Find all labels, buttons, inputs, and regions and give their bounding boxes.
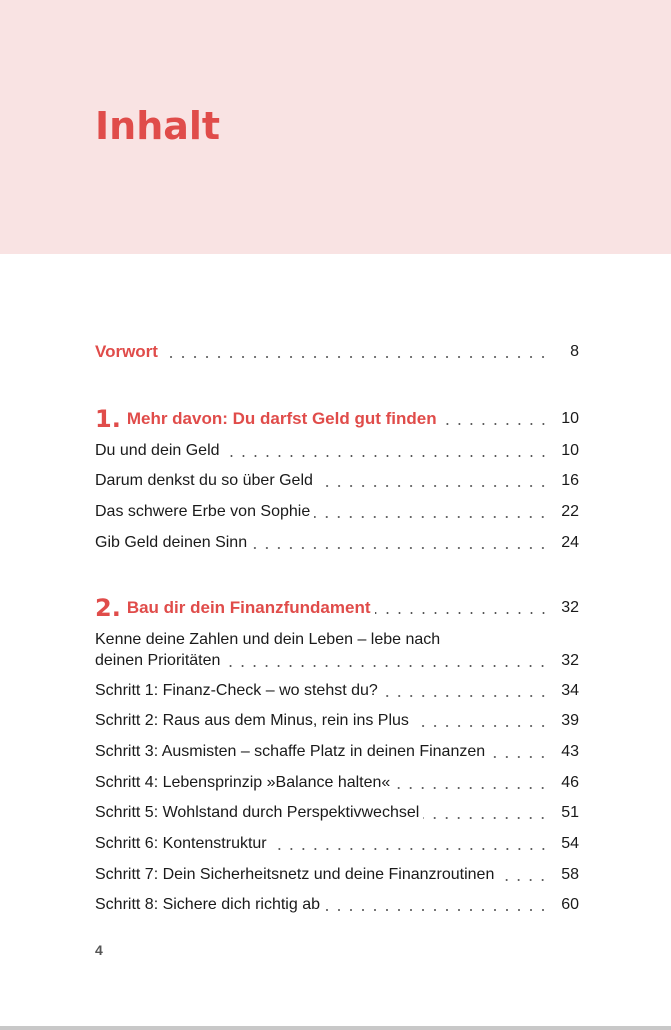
page-number: 4 <box>95 942 103 958</box>
toc-page-number: 43 <box>561 743 579 760</box>
dot-leader <box>314 516 549 518</box>
toc-page-number: 32 <box>561 652 579 669</box>
toc-entry[interactable] <box>95 470 579 492</box>
toc-entry-vorwort[interactable] <box>95 341 579 363</box>
toc-entry[interactable] <box>95 772 579 794</box>
toc-entry[interactable] <box>95 710 579 732</box>
toc-entry-label: Vorwort <box>95 342 158 361</box>
toc-entry-line2[interactable] <box>95 650 579 672</box>
toc-entry-line1[interactable] <box>95 629 579 651</box>
dot-leader <box>162 356 549 358</box>
dot-leader <box>375 612 550 614</box>
toc-entry[interactable] <box>95 833 579 855</box>
toc-entry[interactable] <box>95 680 579 702</box>
toc-entry-label: Das schwere Erbe von Sophie <box>95 503 311 520</box>
toc-page-number: 22 <box>561 503 579 520</box>
toc-entry-label: Schritt 8: Sichere dich richtig ab <box>95 896 320 913</box>
dot-leader <box>441 423 549 425</box>
dot-leader <box>423 817 549 819</box>
toc-entry-label: Schritt 6: Kontenstruktur <box>95 835 267 852</box>
bottom-divider <box>0 1026 671 1030</box>
toc-page-number: 58 <box>561 866 579 883</box>
toc-entry-label: Gib Geld deinen Sinn <box>95 534 248 551</box>
toc-page-number: 10 <box>561 442 579 459</box>
dot-leader <box>271 848 549 850</box>
toc-entry-label: Schritt 4: Lebensprinzip »Balance halten« <box>95 774 391 791</box>
toc-page-number: 16 <box>561 472 579 489</box>
toc-entry-label: Schritt 5: Wohlstand durch Perspektivwechsel <box>95 804 420 821</box>
dot-leader <box>317 485 549 487</box>
toc-entry[interactable] <box>95 440 579 462</box>
toc-page-number: 24 <box>561 534 579 551</box>
toc-entry[interactable] <box>95 894 579 916</box>
toc-entry-label: Du und dein Geld <box>95 442 220 459</box>
toc-page-number: 60 <box>561 896 579 913</box>
toc-entry-label: Schritt 2: Raus aus dem Minus, rein ins Plus <box>95 712 409 729</box>
toc-entry-label: Bau dir dein Finanzfundament <box>126 598 371 617</box>
toc-page-number: 46 <box>561 774 579 791</box>
chapter-number: 2. <box>95 594 121 622</box>
toc-page-number: 39 <box>561 712 579 729</box>
dot-leader <box>224 665 549 667</box>
toc-chapter-2[interactable] <box>95 594 579 622</box>
toc-page-number: 10 <box>561 410 579 427</box>
dot-leader <box>324 909 549 911</box>
toc-page-number: 51 <box>561 804 579 821</box>
toc-entry[interactable] <box>95 501 579 523</box>
toc-entry[interactable] <box>95 532 579 554</box>
toc-page-number: 32 <box>561 599 579 616</box>
toc-entry[interactable] <box>95 864 579 886</box>
page-title: Inhalt <box>95 104 221 148</box>
dot-leader <box>382 695 549 697</box>
toc-entry-label: Schritt 7: Dein Sicherheitsnetz und deine Finanzroutinen <box>95 866 495 883</box>
toc-entry-label: Schritt 3: Ausmisten – schaffe Platz in deinen Finanzen <box>95 743 486 760</box>
toc-page-number: 34 <box>561 682 579 699</box>
toc-entry-label: deinen Prioritäten <box>95 652 221 669</box>
toc-entry-label: Schritt 1: Finanz-Check – wo stehst du? <box>95 682 378 699</box>
dot-leader <box>413 725 549 727</box>
dot-leader <box>489 756 549 758</box>
toc-entry[interactable] <box>95 802 579 824</box>
toc-chapter-1[interactable] <box>95 405 579 433</box>
dot-leader <box>498 879 549 881</box>
toc-entry-label: Darum denkst du so über Geld <box>95 472 313 489</box>
toc-entry-label: Kenne deine Zahlen und dein Leben – lebe nach <box>95 631 441 648</box>
chapter-number: 1. <box>95 405 121 433</box>
toc-page-number: 8 <box>570 343 579 360</box>
toc-entry[interactable] <box>95 741 579 763</box>
toc-page-number: 54 <box>561 835 579 852</box>
dot-leader <box>251 547 549 549</box>
dot-leader <box>394 787 549 789</box>
toc-entry-label: Mehr davon: Du darfst Geld gut finden <box>126 409 437 428</box>
dot-leader <box>224 455 549 457</box>
